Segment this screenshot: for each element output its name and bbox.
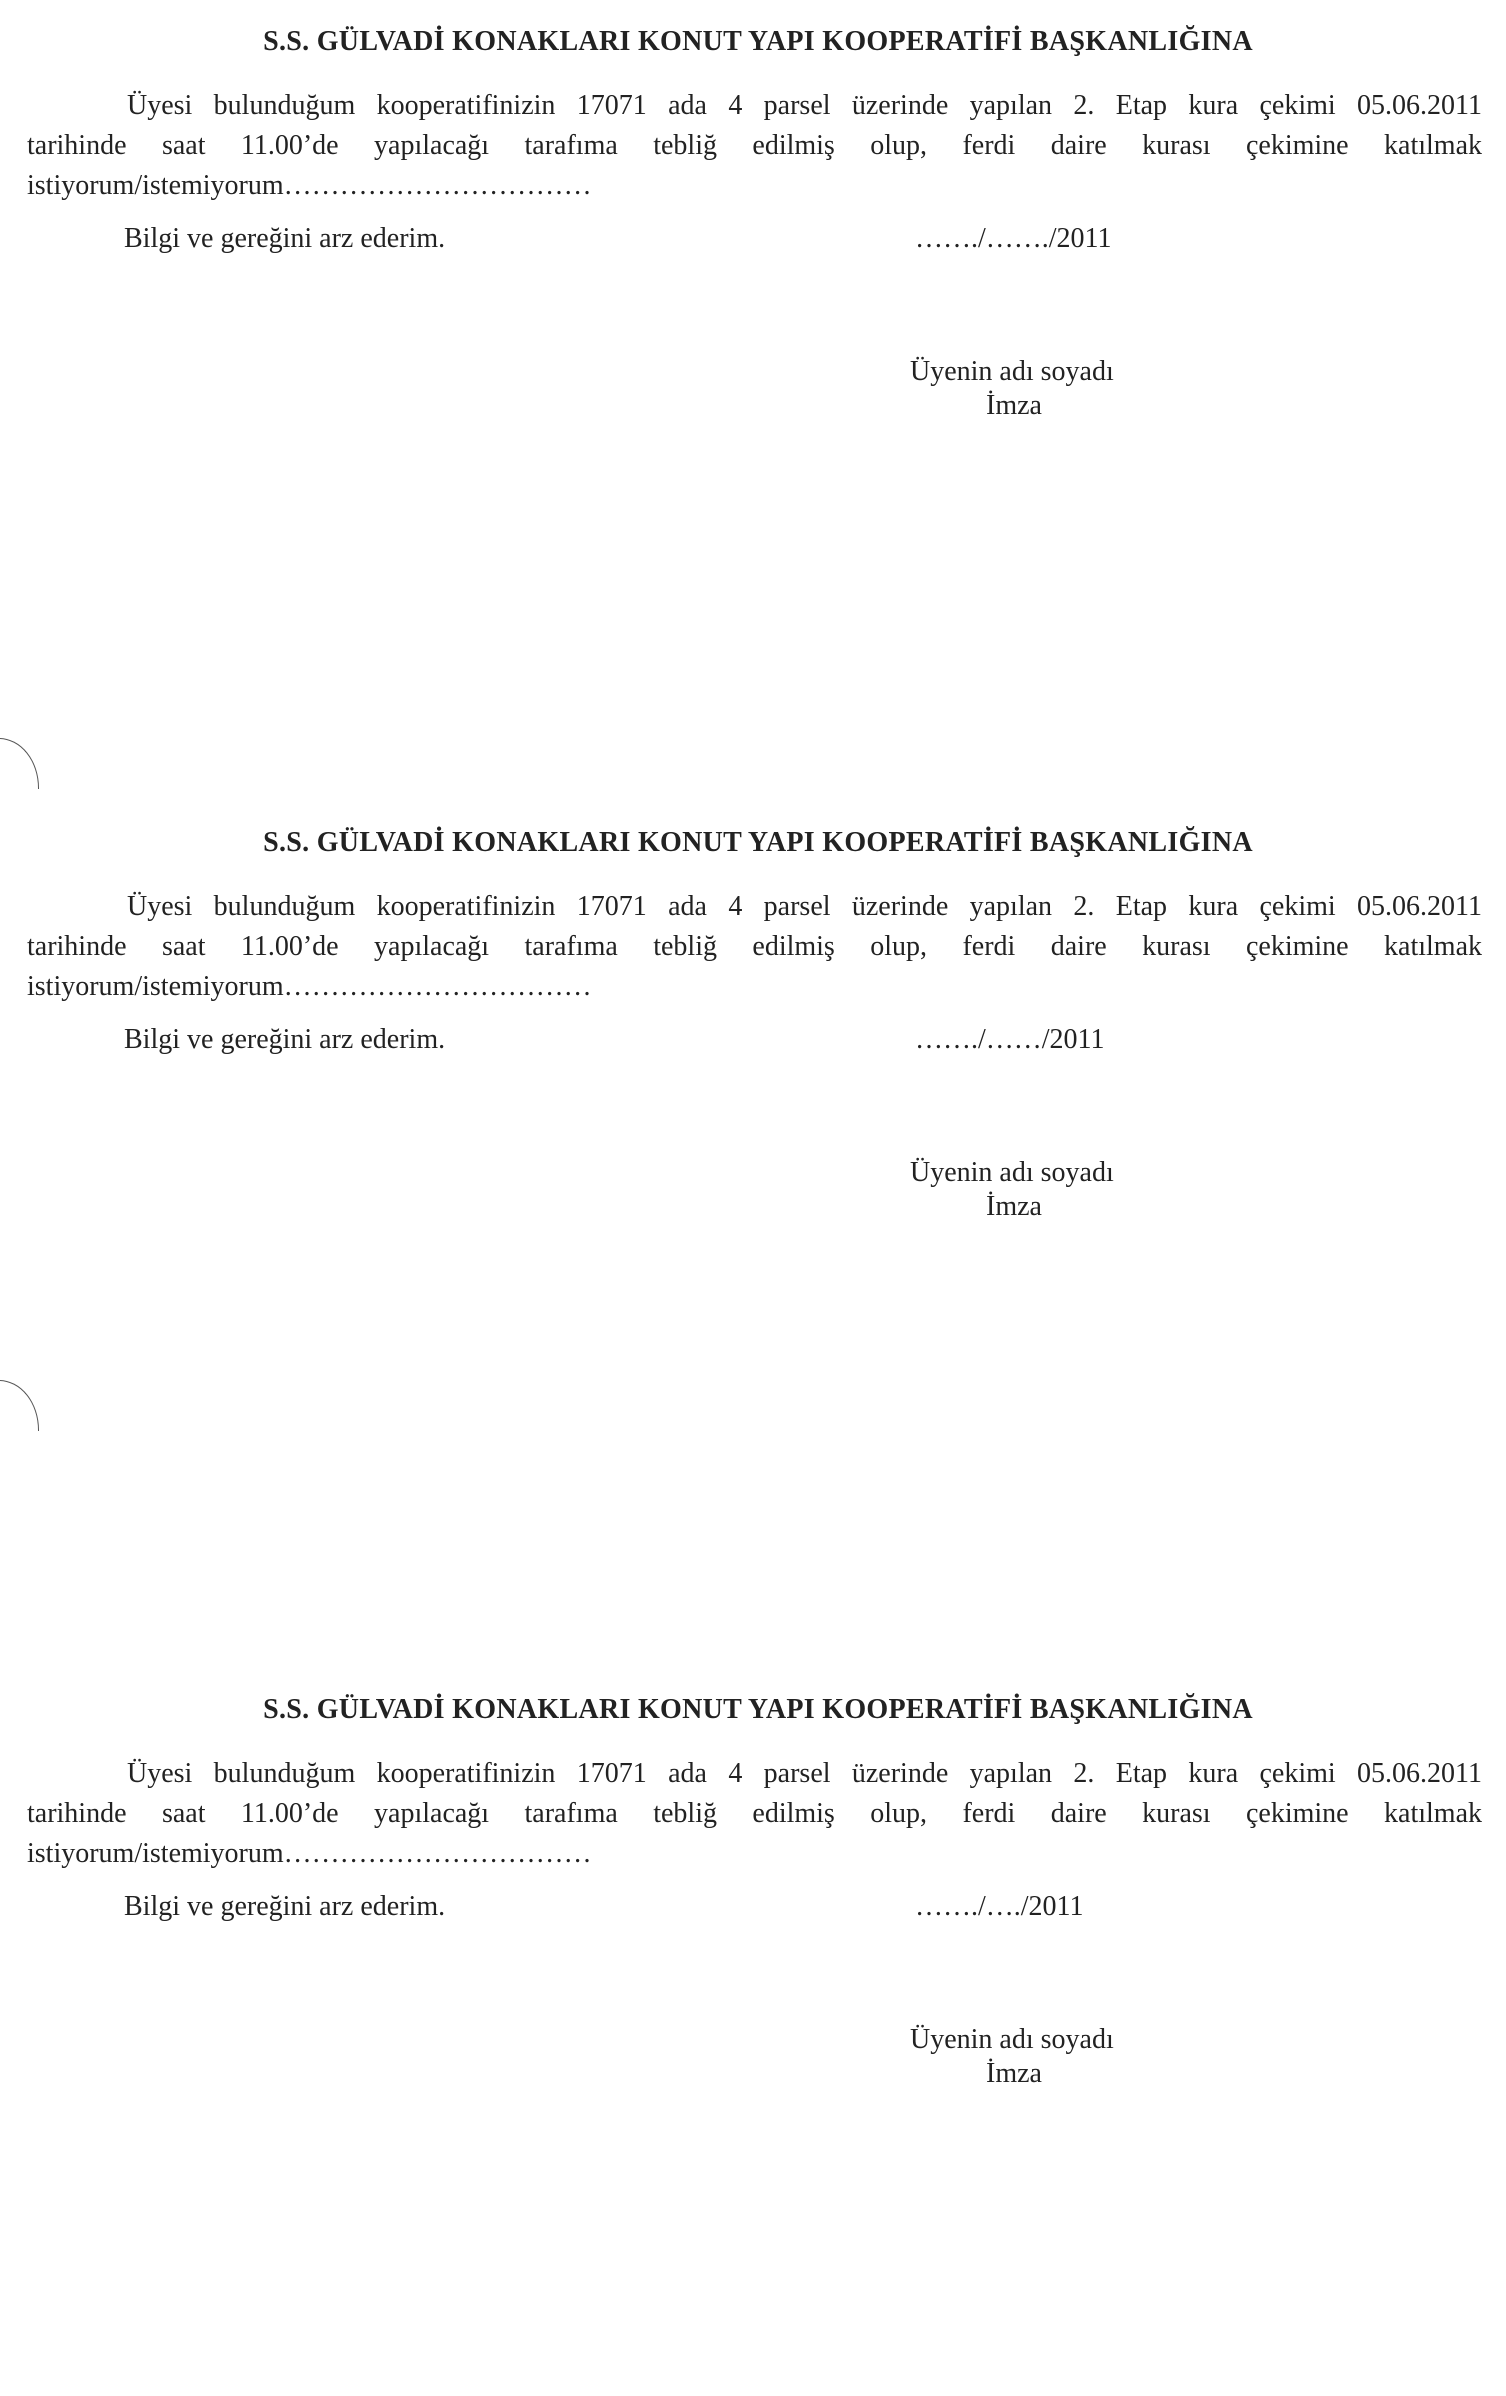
form-block-2 xyxy=(0,829,1506,1529)
date-line: ……./……/2011 xyxy=(915,1024,1105,1055)
body-line-3: istiyorum/istemiyorum…………………………… xyxy=(27,971,592,1002)
form-block-3 xyxy=(0,1696,1506,2396)
body-line-2: tarihinde saat 11.00’de yapılacağı tarafıma tebliğ edilmiş olup, ferdi daire kurası çekimine katılmak xyxy=(27,130,1482,161)
respect-line: Bilgi ve gereğini arz ederim. xyxy=(124,1891,446,1922)
form-title-text: S.S. GÜLVADİ KONAKLARI KONUT YAPI KOOPERATİFİ BAŞKANLIĞINA xyxy=(263,26,1253,57)
form-title-text: S.S. GÜLVADİ KONAKLARI KONUT YAPI KOOPERATİFİ BAŞKANLIĞINA xyxy=(263,1694,1253,1725)
signature-name-label: Üyenin adı soyadı xyxy=(910,2024,1114,2055)
body-paragraph xyxy=(27,887,1482,1007)
form-title xyxy=(0,1696,1506,1724)
signature-label: İmza xyxy=(986,2058,1042,2089)
signature-name-label: Üyenin adı soyadı xyxy=(910,356,1114,387)
body-line-1: Üyesi bulunduğum kooperatifinizin 17071 ada 4 parsel üzerinde yapılan 2. Etap kura çekimi 05.06.2011 xyxy=(127,1758,1482,1789)
body-line-2: tarihinde saat 11.00’de yapılacağı tarafıma tebliğ edilmiş olup, ferdi daire kurası çekimine katılmak xyxy=(27,931,1482,962)
signature-label: İmza xyxy=(986,1191,1042,1222)
date-line: ……./…./2011 xyxy=(915,1891,1084,1922)
date-line: ……./……./2011 xyxy=(915,223,1112,254)
form-title xyxy=(0,829,1506,857)
signature-label: İmza xyxy=(986,390,1042,421)
respect-line: Bilgi ve gereğini arz ederim. xyxy=(124,1024,446,1055)
form-title-text: S.S. GÜLVADİ KONAKLARI KONUT YAPI KOOPERATİFİ BAŞKANLIĞINA xyxy=(263,827,1253,858)
body-line-2: tarihinde saat 11.00’de yapılacağı tarafıma tebliğ edilmiş olup, ferdi daire kurası çekimine katılmak xyxy=(27,1798,1482,1829)
form-title xyxy=(0,28,1506,56)
body-line-3: istiyorum/istemiyorum…………………………… xyxy=(27,170,592,201)
body-line-1: Üyesi bulunduğum kooperatifinizin 17071 ada 4 parsel üzerinde yapılan 2. Etap kura çekimi 05.06.2011 xyxy=(127,891,1482,922)
body-line-1: Üyesi bulunduğum kooperatifinizin 17071 ada 4 parsel üzerinde yapılan 2. Etap kura çekimi 05.06.2011 xyxy=(127,90,1482,121)
punch-hole-mark xyxy=(0,738,39,789)
body-paragraph xyxy=(27,86,1482,206)
signature-name-label: Üyenin adı soyadı xyxy=(910,1157,1114,1188)
body-line-3: istiyorum/istemiyorum…………………………… xyxy=(27,1838,592,1869)
body-paragraph xyxy=(27,1754,1482,1874)
respect-line: Bilgi ve gereğini arz ederim. xyxy=(124,223,446,254)
form-block-1 xyxy=(0,28,1506,728)
